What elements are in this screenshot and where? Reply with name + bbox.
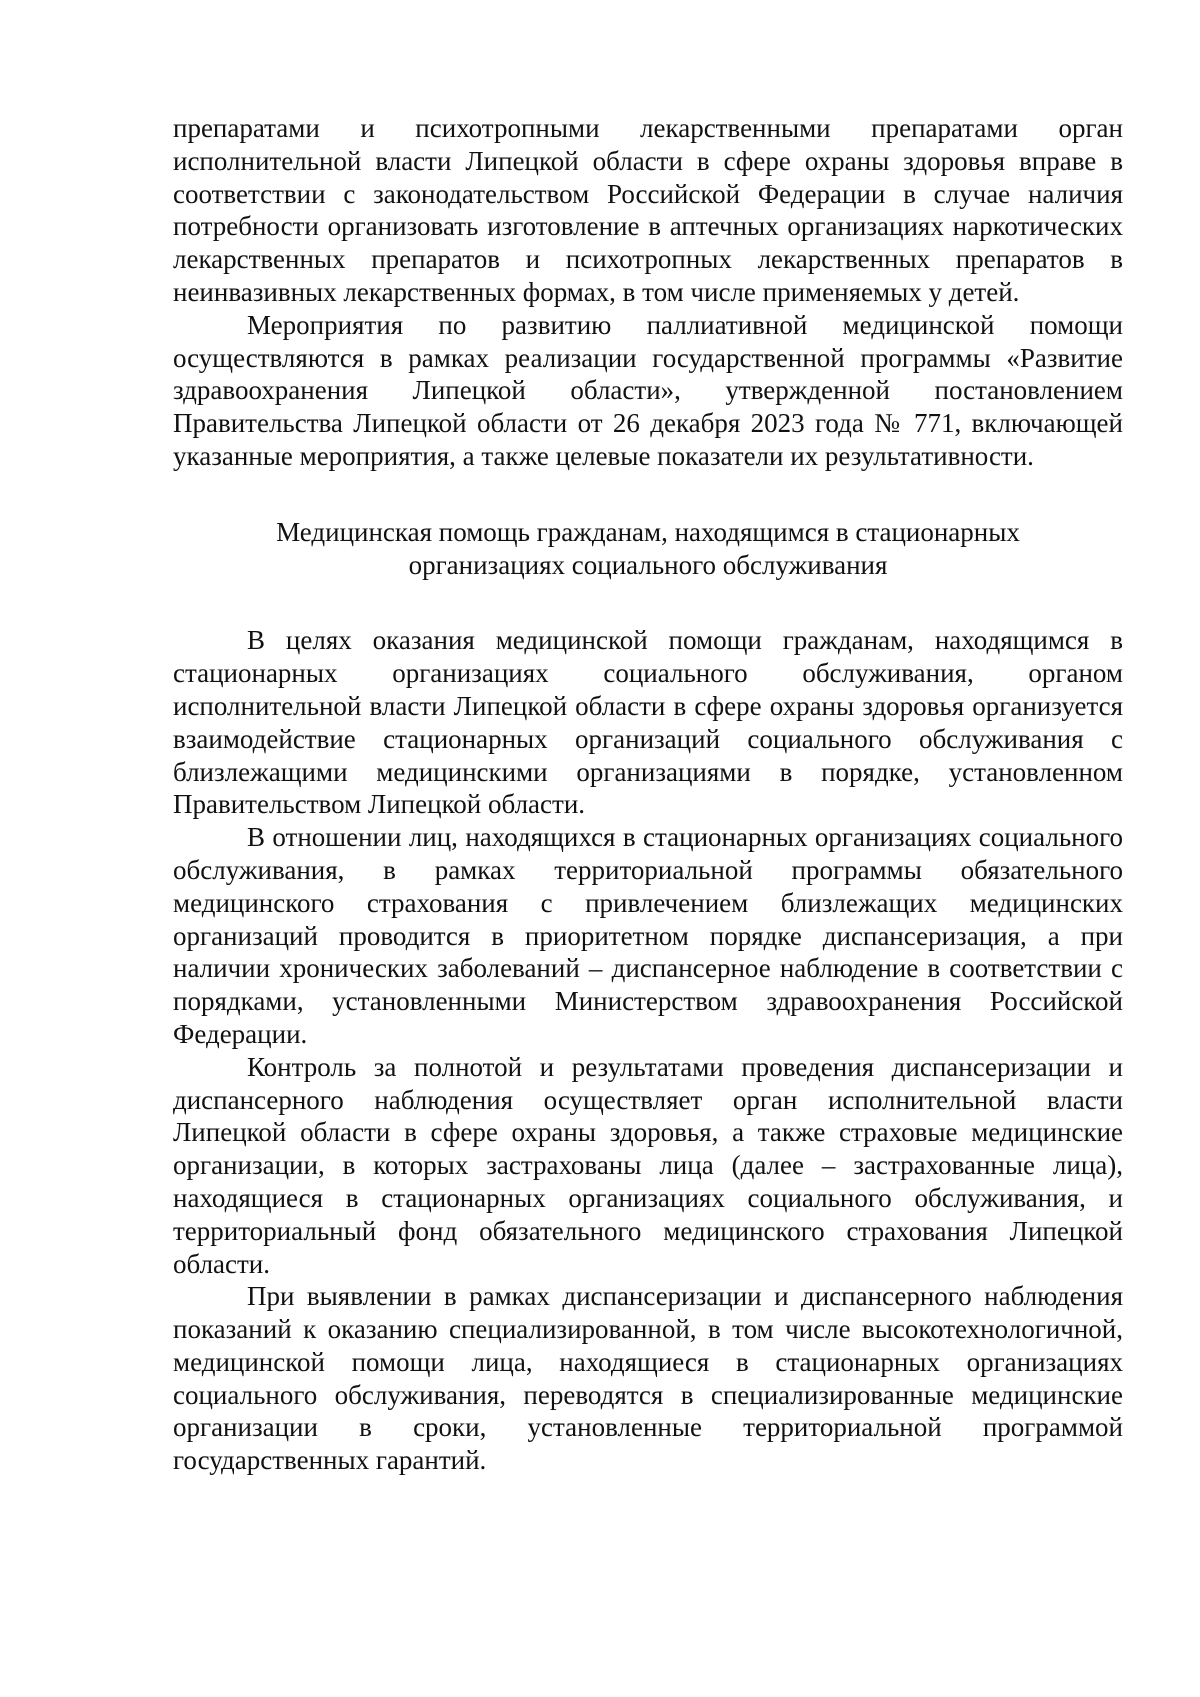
section-heading: Медицинская помощь гражданам, находящимся в стационарных организациях социального обслуживания	[276, 516, 1020, 580]
paragraph-continuation: препаратами и психотропными лекарственными препаратами орган исполнительной власти Липецкой области в сфере охраны здоровья вправе в соответствии с законодательством Российской Федерации в случае наличия потребности организовать изготовление в аптечных организациях наркотических лекарственных препаратов и психотропных лекарственных препаратов в неинвазивных лекарственных формах, в том числе применяемых у детей.	[173, 113, 1123, 307]
paragraph-interaction: В целях оказания медицинской помощи гражданам, находящимся в стационарных организациях социального обслуживания, органом исполнительной власти Липецкой области в сфере охраны здоровья организуется взаимодействие стационарных организаций социального обслуживания с близлежащими медицинскими организациями в порядке, установленном Правительством Липецкой области.	[173, 625, 1123, 820]
paragraph-dispensarization: В отношении лиц, находящихся в стационарных организациях социального обслуживания, в рамках территориальной программы обязательного медицинского страхования с привлечением близлежащих медицинских организаций проводится в приоритетном порядке диспансеризация, а при наличии хронических заболеваний – диспансерное наблюдение в соответствии с порядками, установленными Министерством здравоохранения Российской Федерации.	[173, 822, 1123, 1049]
paragraph-transfer: При выявлении в рамках диспансеризации и диспансерного наблюдения показаний к оказанию специализированной, в том числе высокотехнологичной, медицинской помощи лица, находящиеся в стационарных организациях социального обслуживания, переводятся в специализированные медицинские организации в сроки, установленные территориальной программой государственных гарантий.	[173, 1281, 1123, 1476]
paragraph-control: Контроль за полнотой и результатами проведения диспансеризации и диспансерного наблюдения осуществляет орган исполнительной власти Липецкой области в сфере охраны здоровья, а также страховые медицинские организации, в которых застрахованы лица (далее – застрахованные лица), находящиеся в стационарных организациях социального обслуживания, и территориальный фонд обязательного медицинского страхования Липецкой области.	[173, 1051, 1123, 1279]
document-page	[173, 112, 1123, 1477]
paragraph-palliative-program: Мероприятия по развитию паллиативной медицинской помощи осуществляются в рамках реализации государственной программы «Развитие здравоохранения Липецкой области», утвержденной постановлением Правительства Липецкой области от 26 декабря 2023 года № 771, включающей указанные мероприятия, а также целевые показатели их результативности.	[173, 309, 1123, 471]
